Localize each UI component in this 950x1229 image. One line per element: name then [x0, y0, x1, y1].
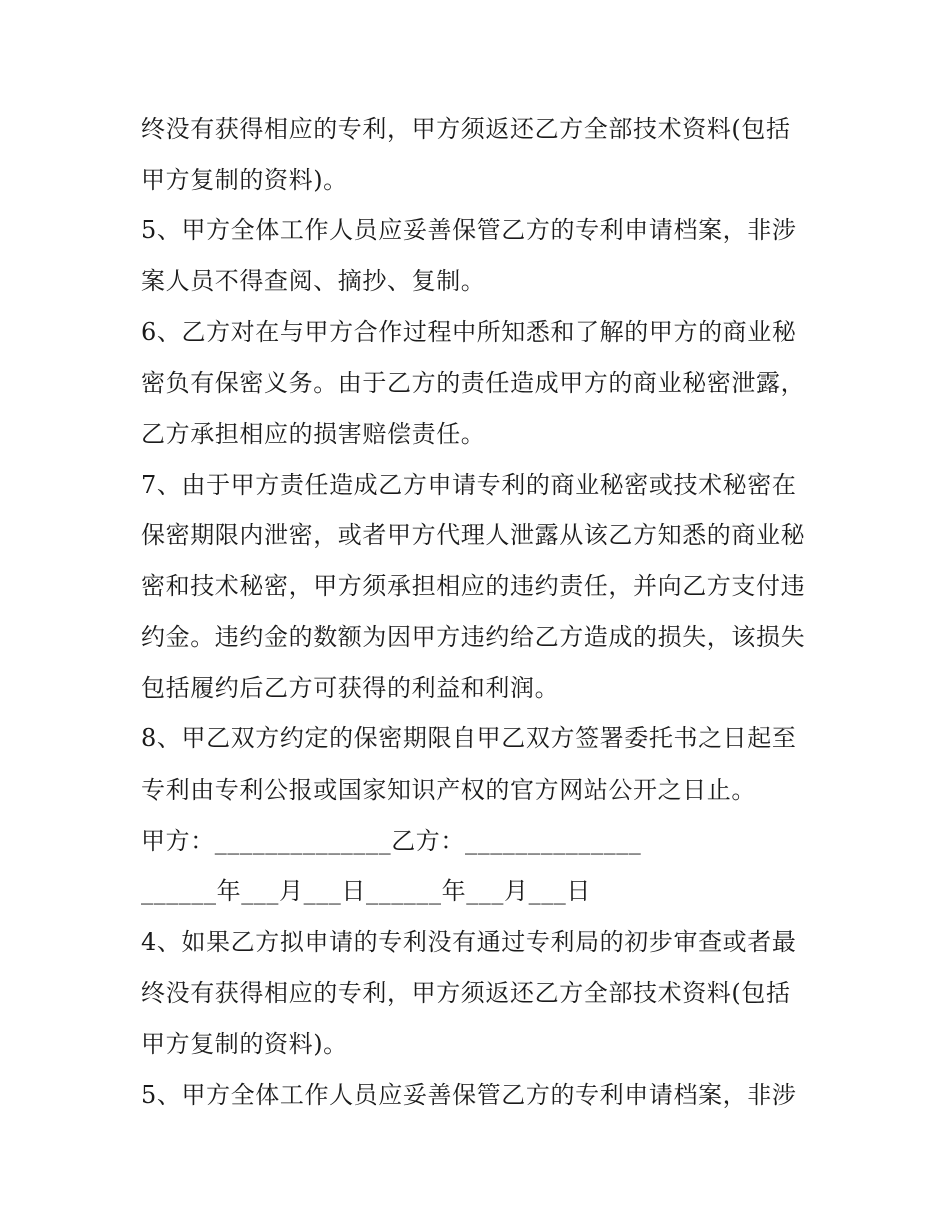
text-line: 8、甲乙双方约定的保密期限自甲乙双方签署委托书之日起至: [141, 724, 797, 752]
text-line: 密负有保密义务。由于乙方的责任造成甲方的商业秘密泄露，: [141, 369, 806, 397]
text-line: 密和技术秘密，甲方须承担相应的违约责任，并向乙方支付违: [141, 572, 806, 600]
text-line: 5、甲方全体工作人员应妥善保管乙方的专利申请档案，非涉: [141, 1081, 797, 1109]
signature-line: 甲方：______________乙方：______________: [141, 827, 642, 855]
text-line: 7、由于甲方责任造成乙方申请专利的商业秘密或技术秘密在: [141, 471, 797, 499]
text-line: 终没有获得相应的专利，甲方须返还乙方全部技术资料(包括: [141, 115, 791, 143]
text-line: 约金。违约金的数额为因甲方违约给乙方造成的损失，该损失: [141, 623, 806, 651]
text-line: 6、乙方对在与甲方合作过程中所知悉和了解的甲方的商业秘: [141, 318, 797, 346]
text-line: 甲方复制的资料)。: [141, 1030, 348, 1058]
date-line: ______年___月___日______年___月___日: [141, 877, 591, 905]
text-line: 案人员不得查阅、摘抄、复制。: [141, 267, 486, 295]
text-line: 专利由专利公报或国家知识产权的官方网站公开之日止。: [141, 776, 756, 804]
text-line: 保密期限内泄密，或者甲方代理人泄露从该乙方知悉的商业秘: [141, 521, 806, 549]
text-line: 包括履约后乙方可获得的利益和利润。: [141, 674, 560, 702]
text-line: 乙方承担相应的损害赔偿责任。: [141, 420, 486, 448]
text-line: 终没有获得相应的专利，甲方须返还乙方全部技术资料(包括: [141, 979, 791, 1007]
text-line: 5、甲方全体工作人员应妥善保管乙方的专利申请档案，非涉: [141, 216, 797, 244]
text-line: 甲方复制的资料)。: [141, 166, 348, 194]
text-line: 4、如果乙方拟申请的专利没有通过专利局的初步审查或者最: [141, 928, 797, 956]
